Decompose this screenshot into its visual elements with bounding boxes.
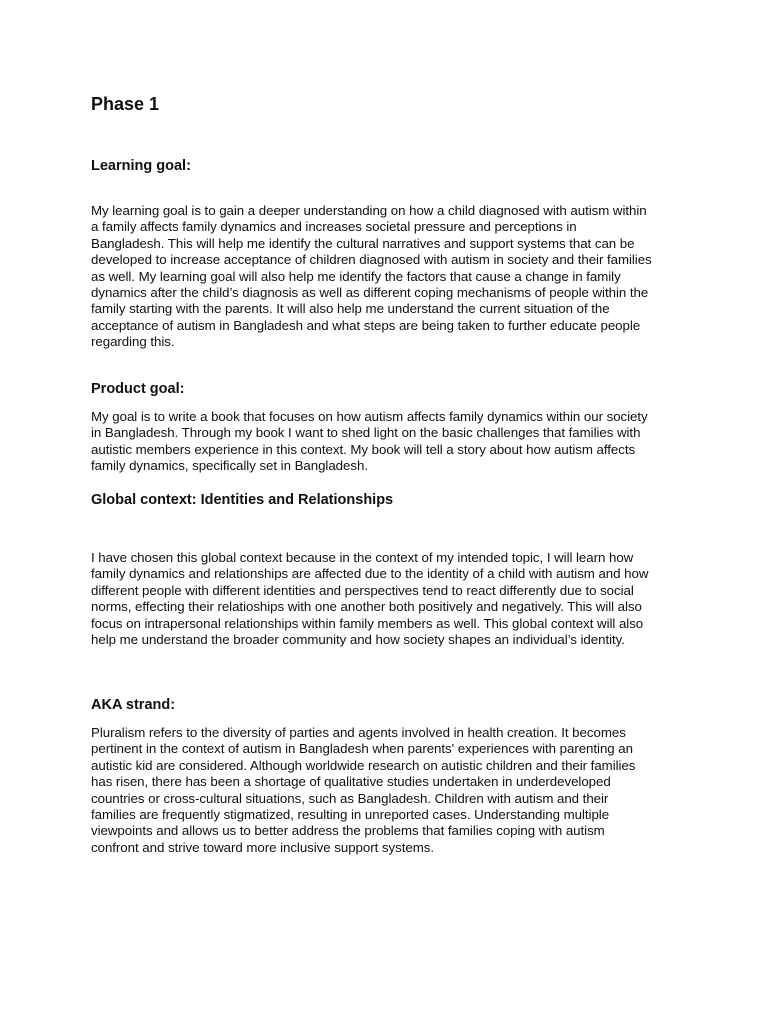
section-heading-learning-goal: Learning goal: xyxy=(91,158,191,174)
section-body-global-context xyxy=(91,550,691,648)
section-heading-product-goal: Product goal: xyxy=(91,381,185,397)
page-title: Phase 1 xyxy=(91,94,160,114)
text-line: help me understand the broader community and how society shapes an individual’s identity. xyxy=(91,632,625,648)
section-body-learning-goal xyxy=(91,203,691,351)
text-line: My learning goal is to gain a deeper understanding on how a child diagnosed with autism within xyxy=(91,203,647,218)
text-line: different people with different identities and perspectives tend to react differently due to social xyxy=(91,582,634,598)
text-line: in Bangladesh. Through my book I want to shed light on the basic challenges that families with xyxy=(91,425,641,441)
text-line: regarding this. xyxy=(91,334,175,350)
text-line: family starting with the parents. It will also help me understand the current situation of the xyxy=(91,301,610,317)
section-body-product-goal xyxy=(91,409,691,475)
text-line: as well. My learning goal will also help me identify the factors that cause a change in family xyxy=(91,268,621,284)
text-line: developed to increase acceptance of children diagnosed with autism in society and their families xyxy=(91,252,652,268)
text-line: autistic kid are considered. Although worldwide research on autistic children and their families xyxy=(91,757,636,773)
text-line: autistic members experience in this context. My book will tell a story about how autism affects xyxy=(91,441,636,457)
text-line: acceptance of autism in Bangladesh and what steps are being taken to further educate people xyxy=(91,317,641,333)
text-line: a family affects family dynamics and increases societal pressure and perceptions in xyxy=(91,219,577,235)
text-line: norms, effecting their relatioships with one another both positively and negatively. This will also xyxy=(91,599,642,615)
text-line: family dynamics and relationships are affected due to the identity of a child with autism and how xyxy=(91,566,649,582)
section-body-aka-strand xyxy=(91,725,691,856)
text-line: Bangladesh. This will help me identify the cultural narratives and support systems that can be xyxy=(91,235,635,251)
text-line: confront and strive toward more inclusive support systems. xyxy=(91,839,434,855)
text-line: Pluralism refers to the diversity of parties and agents involved in health creation. It becomes xyxy=(91,725,626,740)
text-line: I have chosen this global context because in the context of my intended topic, I will learn how xyxy=(91,550,634,565)
text-line: pertinent in the context of autism in Bangladesh when parents' experiences with parenting an xyxy=(91,741,633,757)
section-heading-aka-strand: AKA strand: xyxy=(91,697,176,713)
section-heading-global-context: Global context: Identities and Relationships xyxy=(91,492,394,508)
text-line: dynamics after the child’s diagnosis as well as different coping mechanisms of people within the xyxy=(91,285,649,301)
text-line: viewpoints and allows us to better address the problems that families coping with autism xyxy=(91,823,605,839)
text-line: family dynamics, specifically set in Bangladesh. xyxy=(91,458,368,474)
text-line: My goal is to write a book that focuses on how autism affects family dynamics within our society xyxy=(91,409,648,424)
text-line: has risen, there has been a shortage of qualitative studies undertaken in underdeveloped xyxy=(91,774,611,790)
text-line: focus on intrapersonal relationships within family members as well. This global context will also xyxy=(91,615,644,631)
text-line: countries or cross-cultural situations, such as Bangladesh. Children with autism and their xyxy=(91,790,609,806)
text-line: families are frequently stigmatized, resulting in unreported cases. Understanding multiple xyxy=(91,807,610,823)
